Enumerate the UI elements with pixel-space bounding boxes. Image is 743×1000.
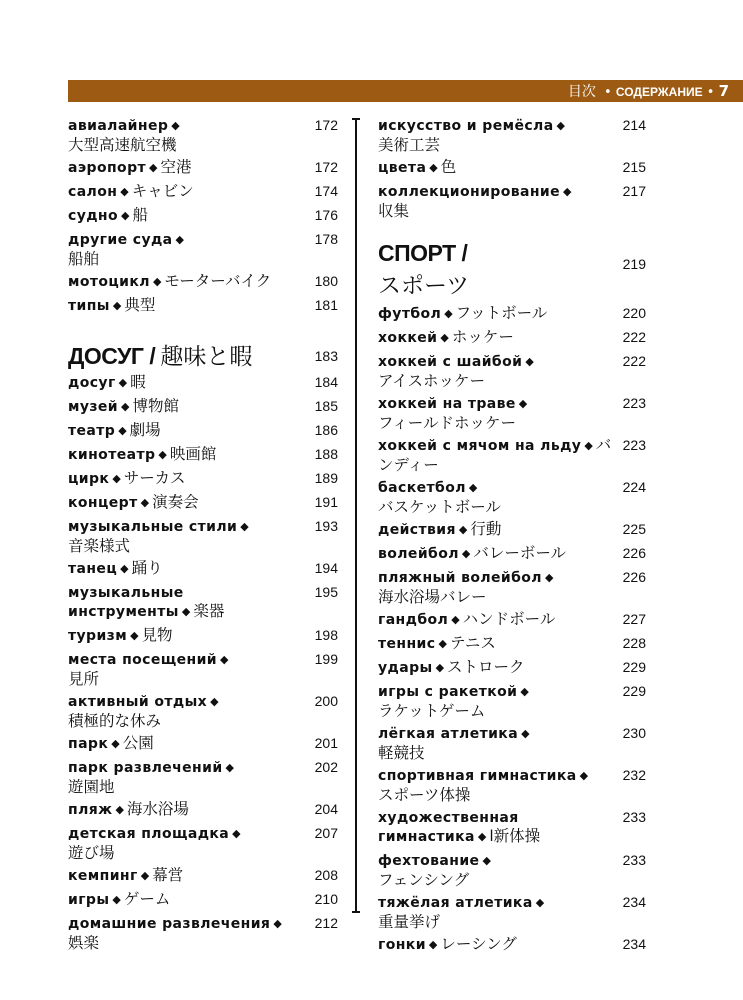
bullet-icon: ◆	[584, 439, 593, 452]
toc-entry	[378, 682, 646, 720]
toc-entry-page-number: 186	[314, 422, 338, 438]
toc-entry-page-number: 229	[622, 683, 646, 699]
toc-entry-page-number: 176	[314, 207, 338, 223]
toc-entry-page-number: 217	[622, 183, 646, 199]
toc-entry-page-number: 180	[314, 273, 338, 289]
header-bar	[68, 80, 743, 102]
section-title-ru: СПОРТ /	[378, 240, 468, 266]
section-title-leisure	[68, 338, 338, 371]
bullet-icon: ◆	[175, 233, 184, 246]
bullet-icon: ◆	[428, 938, 438, 951]
toc-entry-ru: футбол	[378, 306, 442, 322]
toc-entry	[68, 583, 338, 622]
toc-entry-ru: судно	[68, 208, 119, 224]
toc-entry	[68, 734, 338, 754]
toc-entry	[68, 272, 338, 292]
toc-entry-ru: кинотеатр	[68, 447, 156, 463]
toc-entry-page-number: 233	[622, 852, 646, 868]
right-entry-list-2	[378, 304, 646, 955]
toc-entry-jp: 空港	[160, 158, 192, 176]
toc-entry-page-number: 174	[314, 183, 338, 199]
toc-entry-page-number: 226	[622, 545, 646, 561]
toc-entry	[378, 328, 646, 348]
bullet-icon: ◆	[152, 275, 162, 288]
right-entry-list-1	[378, 116, 646, 220]
toc-entry-jp: 海水浴場バレー	[378, 588, 487, 606]
toc-entry	[68, 116, 338, 154]
bullet-icon: ◆	[435, 661, 445, 674]
bullet-icon: ◆	[273, 917, 282, 930]
toc-entry	[68, 182, 338, 202]
toc-entry-page-number: 223	[622, 437, 646, 453]
toc-entry-ru: концерт	[68, 495, 138, 511]
toc-entry-jp: 海水浴場	[126, 800, 189, 818]
toc-entry	[378, 851, 646, 889]
toc-entry-jp: ストローク	[447, 658, 525, 676]
bullet-icon: ◆	[112, 472, 121, 485]
toc-entry-page-number: 191	[314, 494, 338, 510]
toc-entry-page-number: 194	[314, 560, 338, 576]
right-column	[378, 116, 646, 959]
toc-entry-ru: хоккей с шайбой	[378, 354, 523, 370]
toc-entry-jp: 積極的な休み	[68, 712, 162, 730]
toc-entry-page-number: 204	[314, 801, 338, 817]
toc-entry-jp: 演奏会	[152, 493, 199, 511]
bullet-icon: ◆	[461, 547, 471, 560]
toc-entry-ru: хоккей на траве	[378, 396, 516, 412]
toc-entry-jp: バレーボール	[473, 544, 567, 562]
toc-entry-ru: искусство и ремёсла	[378, 118, 554, 134]
toc-entry-page-number: 234	[622, 894, 646, 910]
toc-entry-ru: музыкальные стили	[68, 519, 238, 535]
toc-entry	[68, 493, 338, 513]
toc-entry-page-number: 208	[314, 867, 338, 883]
bullet-icon: ◆	[544, 571, 554, 584]
toc-entry-page-number: 222	[622, 329, 646, 345]
header-jp-title: 目次	[567, 84, 596, 100]
toc-entry-jp: レーシング	[440, 935, 517, 953]
toc-entry-page-number: 184	[314, 374, 338, 390]
toc-entry-page-number: 200	[314, 693, 338, 709]
bullet-icon: ◆	[118, 424, 127, 437]
toc-entry-ru: гандбол	[378, 612, 449, 628]
bullet-icon: ◆	[429, 161, 438, 174]
toc-entry-jp: 船舶	[68, 250, 100, 268]
toc-entry-jp: 見物	[141, 626, 173, 644]
toc-entry	[68, 206, 338, 226]
toc-entry-jp: ホッケー	[451, 328, 514, 346]
toc-entry-jp: 音楽様式	[68, 537, 131, 555]
toc-entry-ru: досуг	[68, 375, 116, 391]
toc-entry	[378, 394, 646, 432]
toc-entry-jp: 踊り	[131, 559, 163, 577]
bullet-icon: ◆	[579, 769, 589, 782]
toc-entry-jp: 博物館	[132, 397, 179, 415]
toc-entry-page-number: 198	[314, 627, 338, 643]
toc-entry	[378, 182, 646, 220]
toc-entry-ru: пляжный волейбол	[378, 570, 542, 586]
section-title-jp: 趣味と暇	[160, 344, 253, 370]
header-page-number: 7	[718, 82, 729, 100]
bullet-icon: ◆	[521, 727, 530, 740]
bullet-icon: ◆	[225, 761, 234, 774]
toc-entry-ru: туризм	[68, 628, 128, 644]
toc-entry-jp: 典型	[124, 296, 156, 314]
bullet-icon: ◆	[181, 605, 191, 618]
toc-entry-page-number: 227	[622, 611, 646, 627]
toc-entry-jp: 船	[132, 206, 149, 224]
toc-entry-jp: フィールドホッケー	[378, 414, 516, 432]
toc-entry-page-number: 222	[622, 353, 646, 369]
toc-entry-jp: 劇場	[129, 421, 161, 439]
toc-entry-jp: 楽器	[193, 602, 225, 620]
toc-entry	[378, 766, 646, 804]
toc-entry-ru: танец	[68, 561, 118, 577]
toc-entry-jp: 行動	[470, 520, 502, 538]
bullet-icon: ◆	[438, 637, 447, 650]
toc-entry	[378, 478, 646, 516]
bullet-icon: ◆	[121, 400, 130, 413]
toc-entry-jp: アイスホッケー	[378, 372, 485, 390]
bullet-icon: ◆	[220, 653, 229, 666]
bullet-icon: ◆	[520, 685, 529, 698]
bullet-icon: ◆	[158, 448, 167, 461]
bullet-icon: ◆	[525, 355, 534, 368]
section-title-sport	[378, 240, 646, 300]
toc-entry-page-number: 199	[314, 651, 338, 667]
toc-entry-ru: лёгкая атлетика	[378, 726, 519, 742]
toc-entry-ru: мотоцикл	[68, 274, 150, 290]
bullet-icon: ◆	[232, 827, 241, 840]
left-column	[68, 116, 338, 956]
bullet-icon: ◆	[518, 397, 528, 410]
left-entry-list-2	[68, 373, 338, 952]
toc-entry-jp: 幕営	[152, 866, 184, 884]
toc-entry-jp: 映画館	[169, 445, 217, 463]
toc-entry-page-number: 224	[622, 479, 646, 495]
toc-entry-jp: 暇	[130, 373, 146, 391]
toc-entry	[68, 559, 338, 579]
bullet-icon: ◆	[149, 161, 158, 174]
bullet-icon: ◆	[118, 376, 128, 389]
toc-entry	[68, 469, 338, 489]
toc-entry-ru: салон	[68, 184, 118, 200]
toc-entry-jp: 収集	[378, 202, 410, 220]
bullet-icon: ◆	[171, 119, 180, 132]
toc-entry	[68, 296, 338, 316]
toc-entry	[378, 436, 646, 474]
toc-entry-page-number: 188	[314, 446, 338, 462]
toc-entry	[378, 116, 646, 154]
section-title-jp: スポーツ	[378, 273, 470, 299]
toc-entry	[68, 158, 338, 178]
bullet-icon: ◆	[115, 803, 124, 816]
toc-entry-jp: フェンシング	[378, 871, 470, 889]
toc-entry-jp: フットボール	[455, 304, 548, 322]
toc-entry	[378, 544, 646, 564]
toc-entry-ru: цирк	[68, 471, 110, 487]
toc-entry	[378, 520, 646, 540]
toc-entry-ru: музей	[68, 399, 119, 415]
toc-entry-ru: баскетбол	[378, 480, 466, 496]
toc-entry-ru: фехтование	[378, 853, 480, 869]
toc-entry-page-number: 210	[314, 891, 338, 907]
toc-entry	[378, 658, 646, 678]
toc-entry	[68, 824, 338, 862]
toc-entry-jp: l新体操	[489, 827, 541, 845]
toc-entry-jp: バンディー	[378, 436, 612, 474]
bullet-icon: ◆	[482, 854, 491, 867]
toc-entry-ru: музыкальные инструменты	[68, 585, 184, 620]
header-ru-title: СОДЕРЖАНИЕ	[615, 85, 703, 99]
toc-entry	[378, 568, 646, 606]
toc-entry-page-number: 220	[622, 305, 646, 321]
section-page-number: 219	[622, 256, 646, 272]
toc-entry-ru: спортивная гимнастика	[378, 768, 577, 784]
toc-entry	[68, 692, 338, 730]
toc-entry-ru: театр	[68, 423, 116, 439]
bullet-icon: ◆	[140, 496, 150, 509]
toc-entry	[68, 421, 338, 441]
toc-entry	[378, 304, 646, 324]
toc-entry-ru: другие суда	[68, 232, 173, 248]
toc-entry-jp: 見所	[68, 670, 100, 688]
bullet-icon: ◆	[121, 209, 130, 222]
toc-entry-page-number: 201	[314, 735, 338, 751]
toc-entry-ru: авиалайнер	[68, 118, 169, 134]
toc-entry	[68, 626, 338, 646]
bullet-icon: ◆	[477, 830, 487, 843]
toc-entry-ru: коллекционирование	[378, 184, 561, 200]
toc-entry	[378, 893, 646, 931]
toc-entry-ru: парк развлечений	[68, 760, 223, 776]
toc-entry-page-number: 228	[622, 635, 646, 651]
toc-entry-ru: цвета	[378, 160, 427, 176]
toc-entry-page-number: 212	[314, 915, 338, 931]
toc-entry-page-number: 234	[622, 936, 646, 952]
toc-entry	[68, 650, 338, 688]
bullet-icon: ◆	[140, 869, 150, 882]
bullet-icon: ◆	[112, 893, 121, 906]
toc-entry-ru: места посещений	[68, 652, 218, 668]
toc-entry	[68, 373, 338, 393]
bullet-icon: ◆	[563, 185, 572, 198]
section-title-ru: ДОСУГ /	[68, 343, 156, 369]
bullet-icon: ◆	[112, 299, 122, 312]
bullet-icon: ◆	[468, 481, 478, 494]
bullet-icon: ◆	[556, 119, 566, 132]
toc-entry-jp: スポーツ体操	[378, 786, 471, 804]
toc-entry-jp: 色	[440, 158, 457, 176]
toc-entry	[68, 397, 338, 417]
toc-entry-page-number: 172	[314, 117, 338, 133]
toc-entry-ru: тяжёлая атлетика	[378, 895, 533, 911]
toc-entry-jp: 公園	[122, 734, 154, 752]
toc-entry	[68, 230, 338, 268]
toc-entry	[68, 866, 338, 886]
toc-entry-jp: 娯楽	[68, 934, 100, 952]
toc-entry-ru: хоккей	[378, 330, 438, 346]
section-page-number: 183	[314, 348, 338, 364]
toc-entry-ru: волейбол	[378, 546, 459, 562]
toc-entry-page-number: 185	[314, 398, 338, 414]
toc-entry-ru: игры с ракеткой	[378, 684, 518, 700]
toc-entry-page-number: 223	[622, 395, 646, 411]
bullet-icon: ◆	[458, 523, 468, 536]
toc-entry-page-number: 202	[314, 759, 338, 775]
toc-entry-page-number: 178	[314, 231, 338, 247]
bullet-icon: ◆	[210, 695, 219, 708]
bullet-icon: ◆	[451, 613, 460, 626]
header-text: 目次 • СОДЕРЖАНИЕ • 7	[567, 82, 729, 100]
toc-entry-page-number: 226	[622, 569, 646, 585]
bullet-icon: ◆	[535, 896, 545, 909]
toc-entry	[378, 610, 646, 630]
toc-entry-ru: аэропорт	[68, 160, 147, 176]
bullet-icon: ◆	[240, 520, 249, 533]
toc-entry-jp: テニス	[449, 634, 496, 652]
column-divider	[355, 118, 357, 913]
toc-entry-ru: детская площадка	[68, 826, 230, 842]
toc-entry	[68, 517, 338, 555]
toc-entry	[68, 445, 338, 465]
toc-entry	[68, 758, 338, 796]
toc-entry-ru: парк	[68, 736, 109, 752]
left-entry-list-1	[68, 116, 338, 316]
toc-entry-ru: художественная гимнастика	[378, 810, 519, 845]
toc-entry-ru: кемпинг	[68, 868, 138, 884]
toc-entry-jp: キャビン	[131, 182, 194, 200]
toc-entry	[68, 800, 338, 820]
toc-entry-jp: ゲーム	[123, 890, 171, 908]
toc-entry-page-number: 229	[622, 659, 646, 675]
toc-entry-ru: гонки	[378, 937, 426, 953]
toc-entry	[68, 890, 338, 910]
bullet-icon: ◆	[120, 185, 129, 198]
toc-entry	[378, 158, 646, 178]
toc-entry-jp: 軽競技	[378, 744, 425, 762]
toc-entry-jp: モーターバイク	[164, 272, 272, 290]
toc-entry-page-number: 195	[314, 584, 338, 600]
toc-entry-page-number: 215	[622, 159, 646, 175]
bullet-icon: ◆	[111, 737, 120, 750]
toc-entry-page-number: 225	[622, 521, 646, 537]
toc-entry-page-number: 207	[314, 825, 338, 841]
toc-entry	[378, 352, 646, 390]
toc-entry-jp: 遊び場	[68, 844, 115, 862]
toc-entry-jp: 重量挙げ	[378, 913, 441, 931]
toc-entry-ru: хоккей с мячом на льду	[378, 438, 582, 454]
toc-entry-jp: 遊園地	[68, 778, 115, 796]
toc-entry-page-number: 193	[314, 518, 338, 534]
toc-entry-jp: サーカス	[123, 469, 186, 487]
bullet-icon: ◆	[444, 307, 453, 320]
toc-entry-ru: пляж	[68, 802, 113, 818]
toc-entry-jp: 大型高速航空機	[68, 136, 177, 154]
toc-entry-ru: теннис	[378, 636, 436, 652]
toc-entry	[378, 634, 646, 654]
toc-entry-page-number: 214	[622, 117, 646, 133]
toc-entry	[378, 808, 646, 847]
toc-entry	[378, 724, 646, 762]
toc-entry-page-number: 233	[622, 809, 646, 825]
bullet-icon: ◆	[120, 562, 129, 575]
toc-entry-page-number: 232	[622, 767, 646, 783]
toc-entry-jp: ラケットゲーム	[378, 702, 486, 720]
toc-entry-ru: домашние развлечения	[68, 916, 271, 932]
toc-entry-page-number: 181	[314, 297, 338, 313]
toc-entry-page-number: 230	[622, 725, 646, 741]
toc-entry	[378, 935, 646, 955]
toc-entry-page-number: 172	[314, 159, 338, 175]
toc-entry-page-number: 189	[314, 470, 338, 486]
toc-entry-ru: игры	[68, 892, 110, 908]
toc-entry-ru: удары	[378, 660, 433, 676]
bullet-icon: ◆	[130, 629, 139, 642]
toc-entry-ru: активный отдых	[68, 694, 208, 710]
toc-entry-jp: ハンドボール	[462, 610, 556, 628]
toc-entry-ru: действия	[378, 522, 456, 538]
toc-entry-jp: 美術工芸	[378, 136, 441, 154]
toc-entry-ru: типы	[68, 298, 110, 314]
toc-entry	[68, 914, 338, 952]
bullet-icon: ◆	[440, 331, 449, 344]
toc-entry-jp: バスケットボール	[378, 498, 501, 516]
